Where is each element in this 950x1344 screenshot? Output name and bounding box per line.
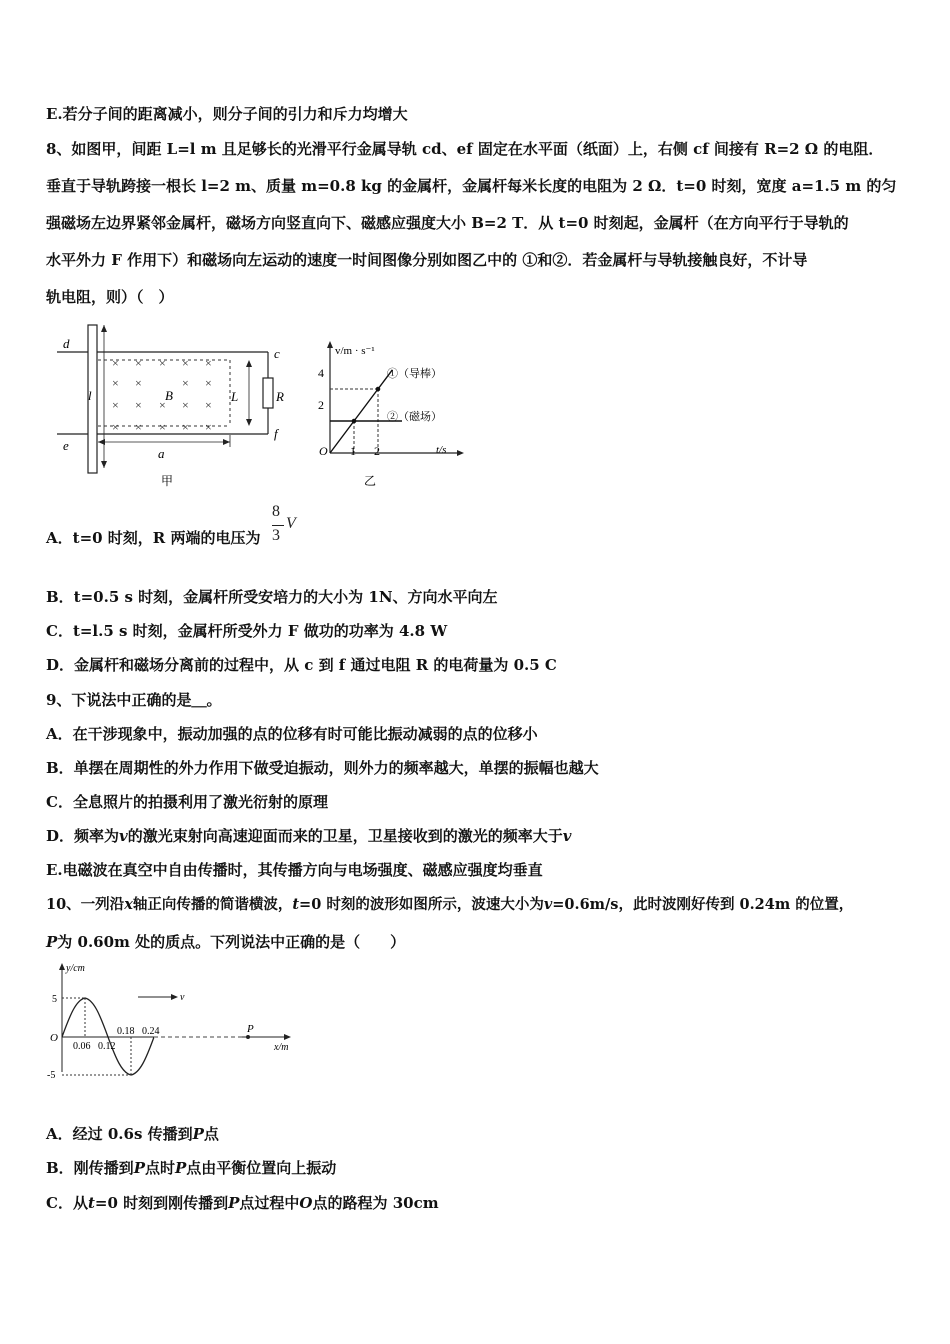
vt-legend-2: ②（磁场） [387,411,442,423]
q7-option-e: E.若分子间的距离减小，则分子间的引力和斥力均增大 [46,105,408,123]
wave-x018: 0.18 [117,1026,135,1037]
wave-label-P: P [247,1023,254,1035]
label-e: e [63,438,69,453]
svg-text:×: × [182,356,189,370]
q8-stem-line-5: 轨电阻，则）（ ） [46,288,174,306]
q8-option-a: A．t=0 时刻，R 两端的电压为 [46,529,261,547]
wave-yneg5: -5 [47,1070,56,1081]
label-B: B [165,388,173,403]
q9-stem: 9、下说法中正确的是＿。 [46,691,222,709]
q9-option-d-var-v2: v [562,827,572,845]
svg-text:×: × [205,398,212,412]
q8-option-b: B．t=0.5 s 时刻，金属杆所受安培力的大小为 1N、方向水平向左 [46,588,498,606]
vt-ytick-2: 2 [318,398,324,412]
svg-text:×: × [159,420,166,434]
label-L: L [231,389,239,404]
label-a: a [158,446,165,461]
fraction-bar [272,525,284,526]
fraction-8-3-volt [272,503,302,549]
wave-figure [42,960,302,1085]
q10-stem-line-1: 10、一列沿x轴正向传播的简谐横波，t=0 时刻的波形如图所示，波速大小为v=0.6m/s，此时波刚好传到 0.24m 的位置， [46,896,854,913]
q10-option-a: A．经过 0.6s 传播到P点 [46,1125,219,1143]
vt-origin: O [319,444,328,458]
svg-text:×: × [205,376,212,390]
q8-option-d: D．金属杆和磁场分离前的过程中，从 c 到 f 通过电阻 R 的电荷量为 0.5 C [46,656,557,674]
caption-yi: 乙 [364,474,377,488]
q10-option-b: B．刚传播到P点时P点由平衡位置向上振动 [46,1159,337,1177]
q10-stem-line-2: P为 0.60m 处的质点。下列说法中正确的是（ ） [46,933,406,951]
q9-option-d [46,826,571,846]
q8-stem-line-1: 8、如图甲，间距 L=l m 且足够长的光滑平行金属导轨 cd、ef 固定在水平面（纸面）上，右侧 cf 间接有 R=2 Ω 的电阻． [46,140,884,158]
label-f: f [274,426,278,441]
vt-xtick-1: 1 [350,444,356,458]
svg-text:×: × [135,398,142,412]
svg-text:×: × [182,376,189,390]
vt-ytick-4: 4 [318,366,324,380]
q9-option-d-var-v1: v [119,827,128,845]
vt-xtick-2: 2 [374,444,380,458]
vt-ylabel: v/m · s⁻¹ [335,345,375,357]
wave-x006: 0.06 [73,1041,91,1052]
q10-option-c: C．从t=0 时刻到刚传播到P点过程中O点的路程为 30cm [46,1194,439,1212]
q9-option-c: C．全息照片的拍摄利用了激光衍射的原理 [46,793,328,811]
wave-x024: 0.24 [142,1026,160,1037]
fraction-unit: V [286,515,296,532]
wave-y5: 5 [52,994,57,1005]
vt-point-2-4 [376,387,381,392]
svg-text:×: × [135,376,142,390]
q9-option-d-text-b: 的激光束射向高速迎面而来的卫星，卫星接收到的激光的频率大于 [127,827,563,845]
field-crosses [112,356,212,434]
vt-legend-1: ①（导棒） [387,368,442,380]
point-P [246,1035,250,1039]
fraction-denominator: 3 [272,527,280,544]
q9-option-a: A．在干涉现象中，振动加强的点的位移有时可能比振动减弱的点的位移小 [46,725,538,743]
svg-text:×: × [112,420,119,434]
wave-x012: 0.12 [98,1041,116,1052]
svg-text:×: × [112,398,119,412]
wave-label-v: v [180,992,185,1003]
svg-text:×: × [182,398,189,412]
vt-xlabel: t/s [436,444,447,456]
q8-option-c: C．t=l.5 s 时刻，金属杆所受外力 F 做功的功率为 4.8 W [46,622,448,640]
vt-series-1 [330,370,392,453]
wave-xlabel: x/m [274,1042,289,1053]
label-d: d [63,336,70,351]
q9-option-d-text-a: D．频率为 [46,827,120,845]
svg-text:×: × [135,420,142,434]
wave-ylabel: y/cm [66,963,85,974]
svg-text:×: × [112,376,119,390]
q8-stem-line-2: 垂直于导轨跨接一根长 l=2 m、质量 m=0.8 kg 的金属杆，金属杆每米长度的电阻为 2 Ω．t=0 时刻，宽度 a=1.5 m 的匀 [46,177,897,195]
fraction-numerator: 8 [272,503,280,520]
label-c: c [274,346,280,361]
q8-stem-line-3: 强磁场左边界紧邻金属杆，磁场方向竖直向下、磁感应强度大小 B=2 T．从 t=0 时刻起，金属杆（在方向平行于导轨的 [46,214,849,232]
label-R: R [276,389,284,404]
wave-origin: O [50,1032,58,1044]
q9-option-b: B．单摆在周期性的外力作用下做受迫振动，则外力的频率越大，单摆的振幅也越大 [46,759,599,777]
svg-text:×: × [159,356,166,370]
resistor [263,378,273,408]
rail-circuit-figure [55,320,295,490]
q8-stem-line-4: 水平外力 F 作用下）和磁场向左运动的速度一时间图像分别如图乙中的 ①和②．若金属杆与导轨接触良好，不计导 [46,251,808,269]
svg-text:×: × [182,420,189,434]
vt-point-1-2 [352,419,357,424]
svg-text:×: × [205,420,212,434]
svg-text:×: × [205,356,212,370]
label-l: l [88,388,92,403]
svg-text:×: × [112,356,119,370]
caption-jia: 甲 [161,474,174,488]
velocity-time-chart [310,333,470,491]
q9-option-e: E.电磁波在真空中自由传播时，其传播方向与电场强度、磁感应强度均垂直 [46,861,543,879]
svg-text:×: × [135,356,142,370]
svg-text:×: × [159,398,166,412]
